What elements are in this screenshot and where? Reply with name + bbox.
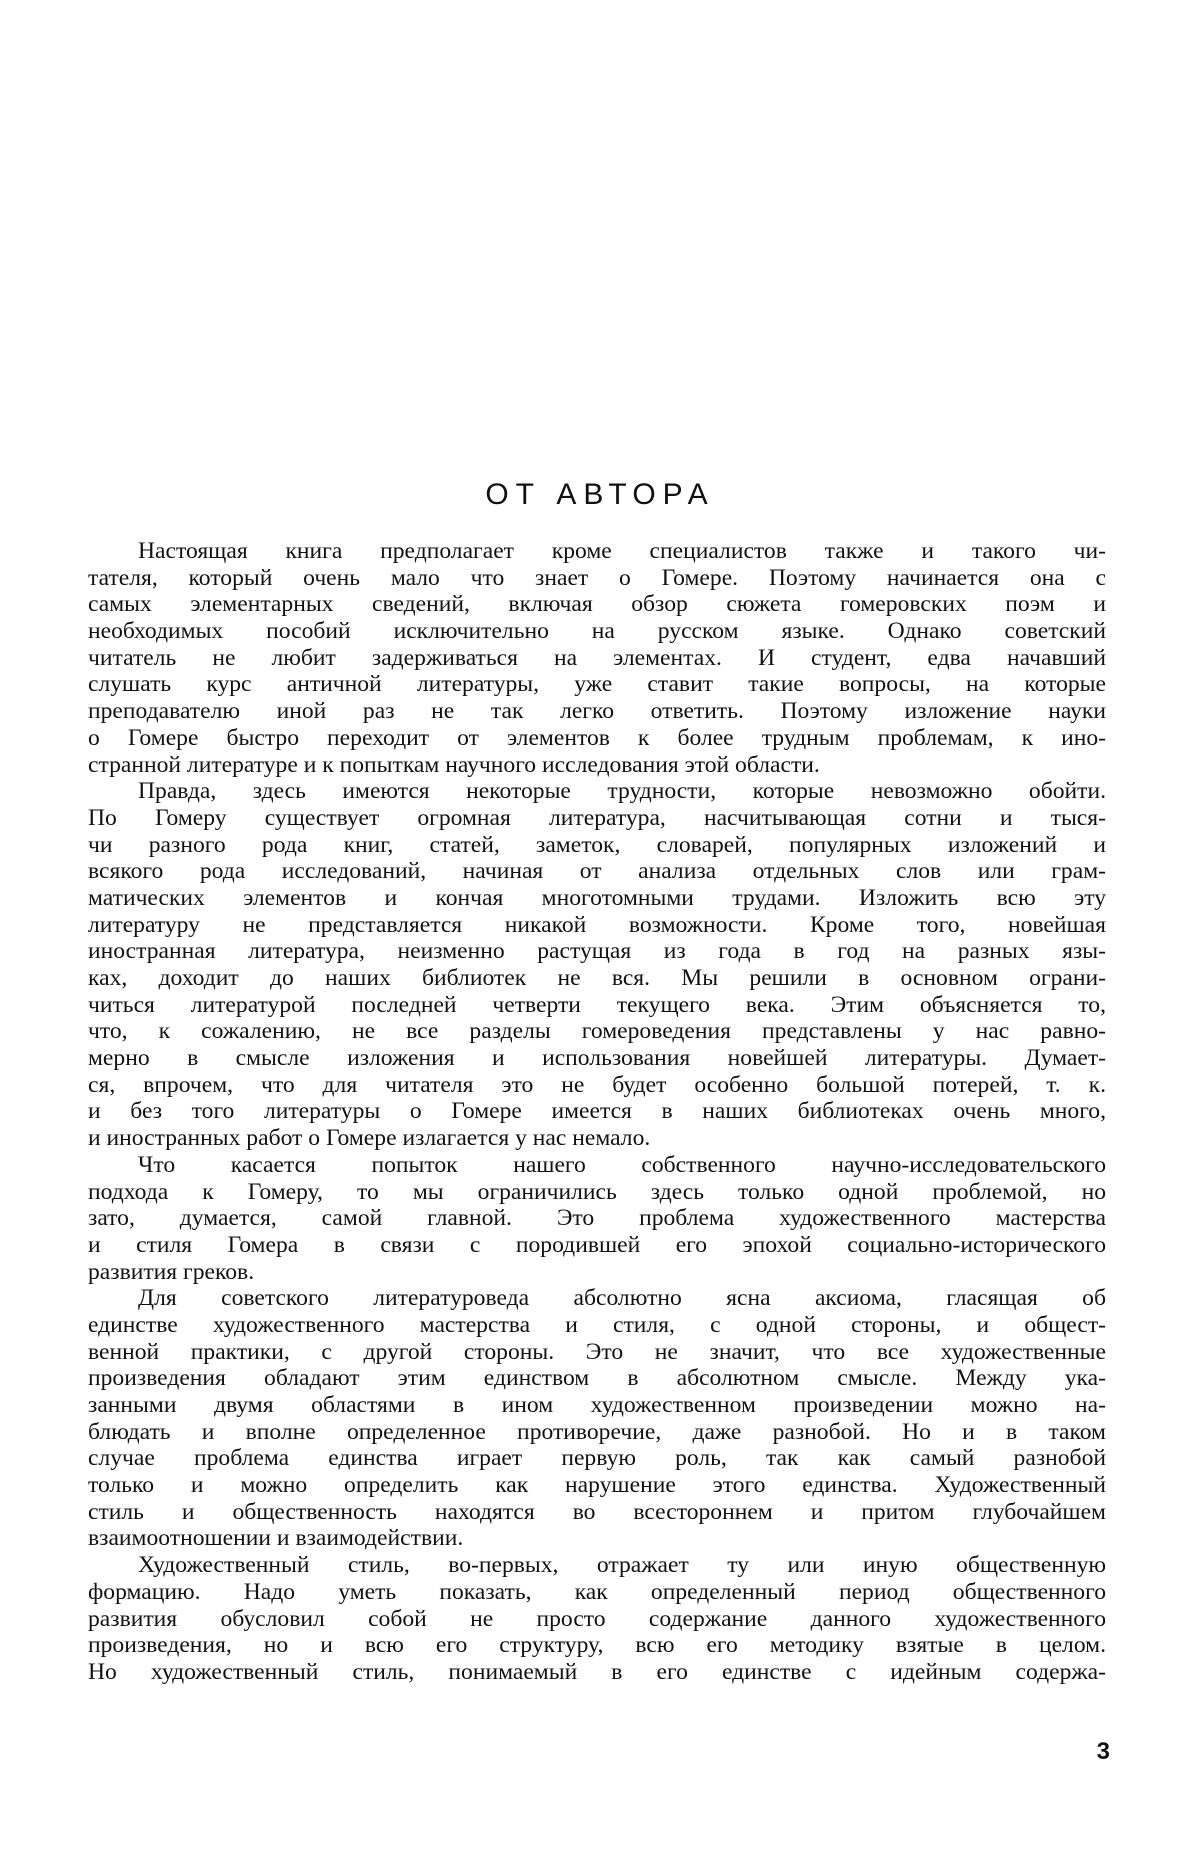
text-line: литературу не представляется никакой возможности. Кроме того, новейшая [88,911,1106,938]
body-text [88,538,1106,1686]
text-line: формацию. Надо уметь показать, как определенный период общественного [88,1578,1106,1605]
text-line: всякого рода исследований, начиная от анализа отдельных слов или грам- [88,858,1106,885]
text-line: ках, доходит до наших библиотек не вся. Мы решили в основном ограни- [88,965,1106,991]
text-line: странной литературе и к попыткам научного исследования этой области. [88,751,820,778]
text-line: По Гомеру существует огромная литература, насчитывающая сотни и тыся- [88,804,1106,831]
paragraph [88,1552,1106,1685]
text-line: произведения обладают этим единством в абсолютном смысле. Между ука- [88,1365,1106,1392]
text-line: мерно в смысле изложения и использования новейшей литературы. Думает- [88,1045,1106,1072]
text-line: блюдать и вполне определенное противоречие, даже разнобой. Но и в таком [88,1418,1106,1445]
text-line: ся, впрочем, что для читателя это не будет особенно большой потерей, т. к. [88,1071,1106,1098]
text-line: стиль и общественность находятся во всестороннем и притом глубочайшем [88,1498,1106,1525]
text-line: занными двумя областями в ином художественном произведении можно на- [88,1392,1106,1418]
text-line: Но художественный стиль, понимаемый в его единстве с идейным содержа- [88,1658,1106,1685]
text-line: зато, думается, самой главной. Это проблема художественного мастерства [88,1205,1106,1232]
text-line: и стиля Гомера в связи с породившей его эпохой социально-исторического [88,1231,1106,1258]
text-line: только и можно определить как нарушение этого единства. Художественный [88,1472,1106,1499]
text-line: развития обусловил собой не просто содержание данного художественного [88,1605,1106,1632]
text-line: случае проблема единства играет первую роль, так как самый разнобой [88,1445,1106,1472]
text-line: Художественный стиль, во-первых, отражает ту или иную общественную [138,1552,1106,1579]
text-line: тателя, который очень мало что знает о Гомере. Поэтому начинается она с [88,564,1106,591]
text-line: Настоящая книга предполагает кроме специалистов также и такого чи- [138,538,1106,564]
text-line: и иностранных работ о Гомере излагается у нас немало. [88,1125,651,1152]
text-line: чи разного рода книг, статей, заметок, словарей, популярных изложений и [88,831,1106,858]
text-line: преподавателю иной раз не так легко ответить. Поэтому изложение науки [88,698,1106,725]
text-line: и без того литературы о Гомере имеется в наших библиотеках очень много, [88,1098,1106,1125]
text-line: самых элементарных сведений, включая обзор сюжета гомеровских поэм и [88,591,1106,618]
text-line: что, к сожалению, не все разделы гомероведения представлены у нас равно- [88,1018,1106,1045]
text-line: о Гомере быстро переходит от элементов к более трудным проблемам, к ино- [88,724,1106,751]
paragraph [88,1285,1106,1552]
text-line: Что касается попыток нашего собственного научно-исследовательского [138,1151,1106,1178]
paragraph [88,538,1106,778]
text-line: венной практики, с другой стороны. Это не значит, что все художественные [88,1338,1106,1365]
text-line: Правда, здесь имеются некоторые трудности, которые невозможно обойти. [138,778,1106,805]
page-heading: ОТ АВТОРА [485,478,715,511]
text-line: иностранная литература, неизменно растущая из года в год на разных язы- [88,938,1106,965]
text-line: читься литературой последней четверти текущего века. Этим объясняется то, [88,991,1106,1018]
text-line: единстве художественного мастерства и стиля, с одной стороны, и общест- [88,1311,1106,1338]
text-line: матических элементов и кончая многотомными трудами. Изложить всю эту [88,884,1106,911]
page-number: 3 [1096,1738,1110,1765]
text-line: произведения, но и всю его структуру, всю его методику взятые в целом. [88,1632,1106,1659]
text-line: необходимых пособий исключительно на русском языке. Однако советский [88,618,1106,645]
paragraph [88,1152,1106,1285]
text-line: читатель не любит задерживаться на элементах. И студент, едва начавший [88,644,1106,671]
text-line: слушать курс античной литературы, уже ставит такие вопросы, на которые [88,671,1106,698]
text-line: развития греков. [88,1258,255,1285]
text-line: взаимоотношении и взаимодействии. [88,1525,464,1552]
text-line: Для советского литературоведа абсолютно ясна аксиома, гласящая об [138,1285,1106,1312]
text-line: подхода к Гомеру, то мы ограничились здесь только одной проблемой, но [88,1178,1106,1205]
paragraph [88,778,1106,1152]
